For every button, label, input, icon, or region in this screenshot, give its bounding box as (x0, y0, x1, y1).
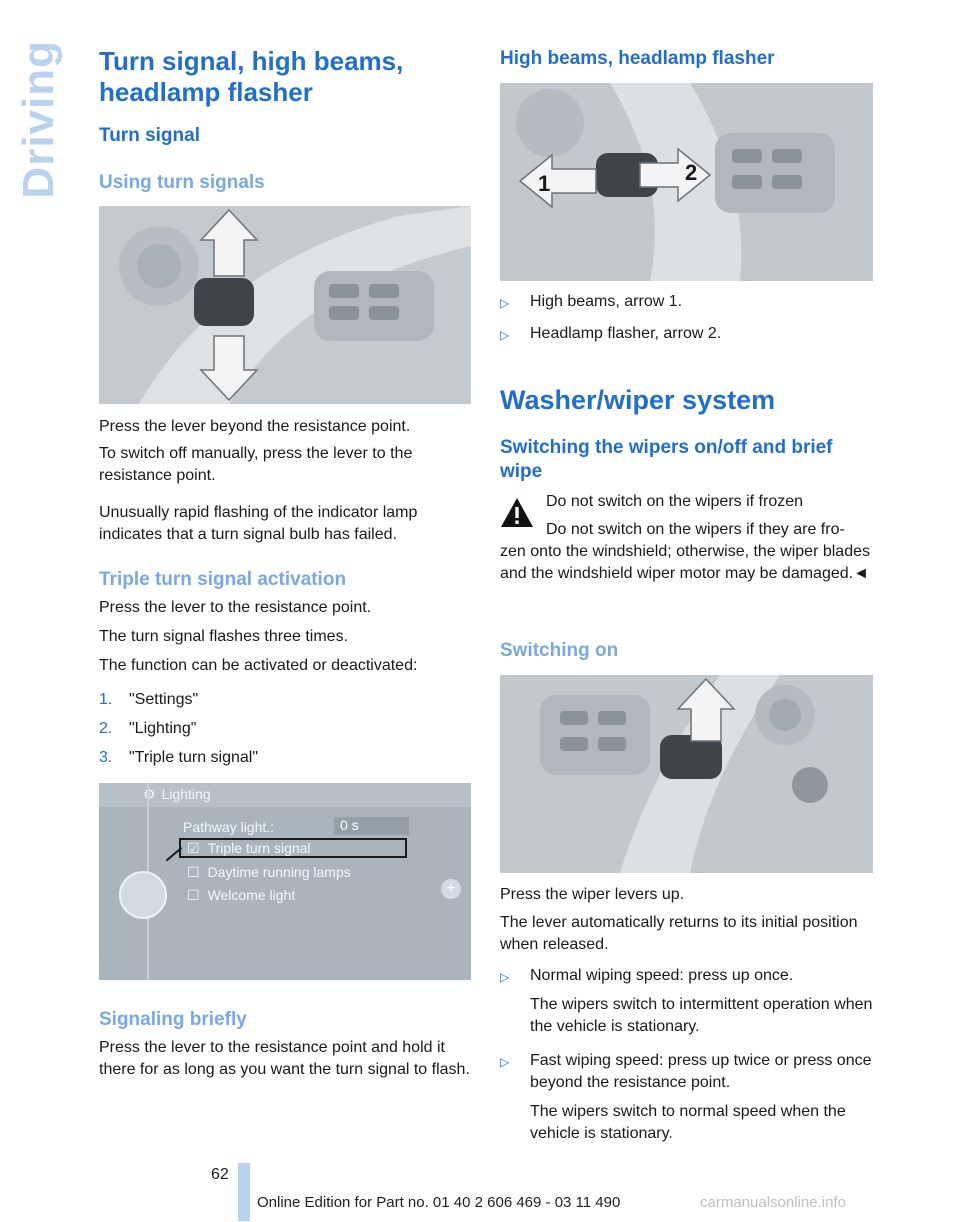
text-flashes-three: The turn signal flashes three times. (99, 628, 349, 645)
triangle-bullet-icon: ▷ (500, 970, 510, 984)
text-press-wiper-up: Press the wiper levers up. (500, 886, 685, 903)
list-item: ▷ High beams, arrow 1. (500, 291, 873, 314)
heading-signaling-briefly: Signaling briefly (99, 1009, 247, 1030)
list-item: ▷ Fast wiping speed: press up twice or press once beyond the resistance point. The wipers switch to normal speed when the vehicle is stationary. (500, 1050, 873, 1145)
warning-title: Do not switch on the wipers if frozen (546, 493, 804, 510)
plus-icon: + (441, 879, 461, 899)
controller-dial-icon (119, 871, 167, 919)
heading-turn-signal: Turn signal (99, 125, 200, 146)
step-item: 3. "Triple turn signal" (99, 749, 259, 766)
list-item: ▷ Normal wiping speed: press up once. The wipers switch to intermittent operation when the vehicle is stationary. (500, 965, 873, 1038)
step-item: 1. "Settings" (99, 691, 199, 708)
screen-pathway-value: 0 s (334, 817, 409, 835)
heading-high-beams: High beams, headlamp flasher (500, 48, 775, 69)
warning-body-2: zen onto the windshield; otherwise, the wiper blades and the windshield wiper motor may be damaged.◄ (500, 543, 870, 582)
wipe-speed-list (500, 965, 873, 1145)
footer-edition: Online Edition for Part no. 01 40 2 606 469 - 03 11 490 (257, 1194, 621, 1211)
triangle-bullet-icon: ▷ (500, 296, 510, 310)
arrow-label-1: 1 (538, 171, 551, 196)
text-lever-returns: The lever automatically returns to its initial position when released. (500, 914, 858, 953)
checkbox-icon: ☐ (187, 887, 200, 903)
heading-washer-wiper: Washer/wiper system (500, 385, 776, 415)
screen-header: ⚙ Lighting (143, 786, 211, 802)
text-signaling-briefly: Press the lever to the resistance point and hold it there for as long as you want the turn signal to flash. (99, 1039, 470, 1078)
page-number: 62 (211, 1166, 229, 1183)
figure-high-beams-lever (500, 83, 873, 281)
triangle-bullet-icon: ▷ (500, 1055, 510, 1069)
text-resistance: Press the lever to the resistance point. (99, 599, 372, 616)
heading-triple-turn: Triple turn signal activation (99, 569, 347, 590)
text-function-activated: The function can be activated or deactivated: (99, 657, 418, 674)
step-item: 2. "Lighting" (99, 720, 197, 737)
watermark: carmanualsonline.info (700, 1194, 846, 1211)
triangle-bullet-icon: ▷ (500, 328, 510, 342)
checkbox-icon: ☐ (187, 864, 200, 880)
gear-icon: ⚙ (143, 786, 156, 802)
steps-list (99, 689, 471, 769)
heading-using-turn-signals: Using turn signals (99, 172, 265, 193)
screen-pathway-label: Pathway light.: (183, 819, 275, 835)
section-tab (14, 40, 64, 199)
screen-item-triple: ☑ Triple turn signal (187, 840, 311, 856)
text-rapid-flashing: Unusually rapid flashing of the indicator lamp indicates that a turn signal bulb has failed. (99, 504, 418, 543)
figure-lighting-screen (99, 783, 471, 980)
heading-switching-on: Switching on (500, 640, 619, 661)
footer-bar (238, 1163, 250, 1221)
screen-item-daytime: ☐ Daytime running lamps (187, 864, 351, 880)
section-tab-label: Driving (14, 40, 63, 199)
checkbox-checked-icon: ☑ (187, 840, 200, 856)
high-beams-list (500, 291, 873, 346)
arrow-label-2: 2 (685, 160, 698, 185)
page-title: Turn signal, high beams, headlamp flasher (99, 46, 404, 107)
heading-switching-wipers: Switching the wipers on/off and brief wipe (500, 437, 833, 482)
warning-icon (500, 496, 534, 530)
warning-body-1: Do not switch on the wipers if they are fro- (546, 521, 845, 538)
figure-turn-signal-lever (99, 206, 471, 404)
text-press-lever: Press the lever beyond the resistance point. (99, 418, 411, 435)
screen-item-welcome: ☐ Welcome light (187, 887, 296, 903)
figure-wiper-lever (500, 675, 873, 873)
text-switch-off: To switch off manually, press the lever to the resistance point. (99, 445, 413, 484)
list-item: ▷ Headlamp flasher, arrow 2. (500, 323, 873, 346)
